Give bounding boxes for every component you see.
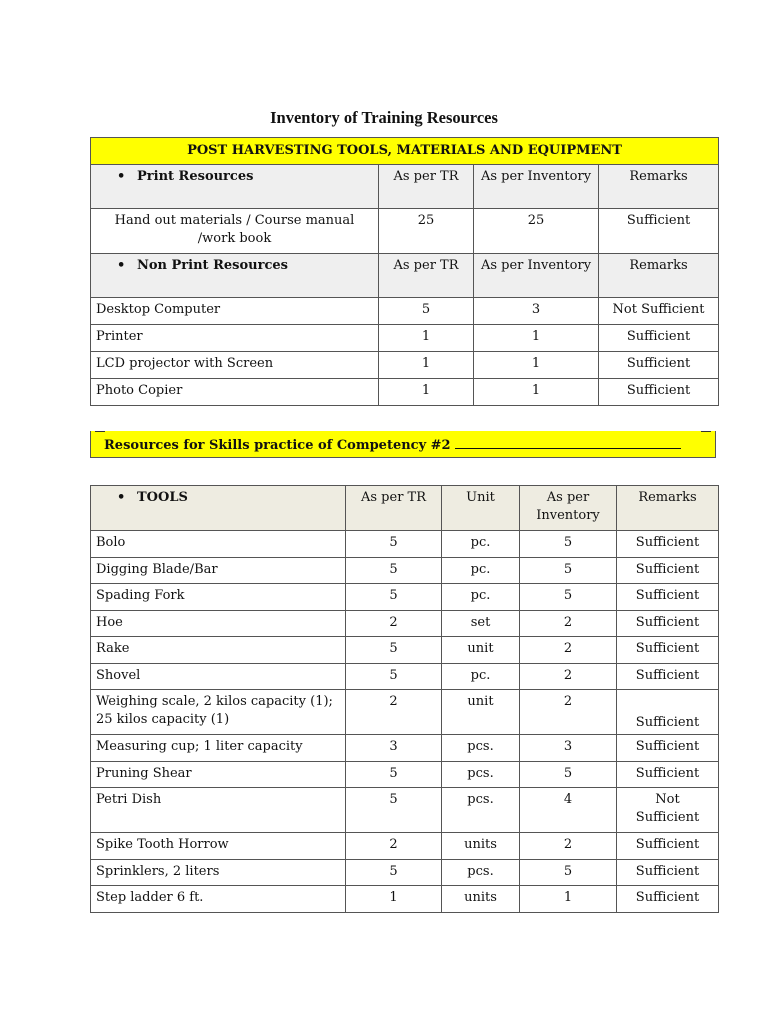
inventory-cell: 2 bbox=[520, 610, 617, 637]
tools-label bbox=[91, 486, 346, 531]
post-harvesting-banner: POST HARVESTING TOOLS, MATERIALS AND EQUIPMENT bbox=[91, 138, 719, 165]
tr-cell: 5 bbox=[346, 788, 442, 833]
banner-tab-line bbox=[95, 431, 105, 432]
unit-cell: pcs. bbox=[442, 859, 520, 886]
inventory-cell: 1 bbox=[474, 379, 599, 406]
page-title: Inventory of Training Resources bbox=[270, 108, 498, 127]
item-cell: Step ladder 6 ft. bbox=[91, 886, 346, 913]
remarks-cell: Sufficient bbox=[599, 325, 719, 352]
remarks-cell: Sufficient bbox=[617, 663, 719, 690]
inventory-cell: 2 bbox=[520, 637, 617, 664]
bullet-icon: • bbox=[117, 169, 126, 184]
unit-cell: pcs. bbox=[442, 788, 520, 833]
nonprint-row bbox=[91, 325, 719, 352]
item-cell: Weighing scale, 2 kilos capacity (1); 25 kilos capacity (1) bbox=[91, 690, 346, 735]
banner-tab-line bbox=[701, 431, 711, 432]
inventory-cell: 1 bbox=[520, 886, 617, 913]
item-cell: Sprinklers, 2 liters bbox=[91, 859, 346, 886]
tr-cell: 2 bbox=[346, 833, 442, 860]
tr-cell: 5 bbox=[346, 637, 442, 664]
tr-cell: 5 bbox=[346, 557, 442, 584]
header-as-per-inventory: As per Inventory bbox=[520, 486, 617, 531]
unit-cell: pc. bbox=[442, 557, 520, 584]
table-row bbox=[91, 690, 719, 735]
inventory-cell: 1 bbox=[474, 325, 599, 352]
remarks-cell: Sufficient bbox=[617, 557, 719, 584]
item-cell: Rake bbox=[91, 637, 346, 664]
item-cell: Desktop Computer bbox=[91, 298, 379, 325]
unit-cell: pcs. bbox=[442, 735, 520, 762]
nonprint-row bbox=[91, 352, 719, 379]
table-row bbox=[91, 833, 719, 860]
remarks-cell: Sufficient bbox=[617, 761, 719, 788]
inventory-cell: 3 bbox=[520, 735, 617, 762]
remarks-cell: Sufficient bbox=[617, 690, 719, 735]
inventory-cell: 4 bbox=[520, 788, 617, 833]
nonprint-row bbox=[91, 298, 719, 325]
item-cell: Hand out materials / Course manual /work book bbox=[91, 209, 379, 254]
item-cell: Shovel bbox=[91, 663, 346, 690]
remarks-cell: Sufficient bbox=[617, 859, 719, 886]
inventory-cell: 5 bbox=[520, 531, 617, 558]
remarks-cell: Sufficient bbox=[599, 379, 719, 406]
remarks-cell: Sufficient bbox=[617, 584, 719, 611]
inventory-cell: 2 bbox=[520, 663, 617, 690]
item-cell: Measuring cup; 1 liter capacity bbox=[91, 735, 346, 762]
nonprint-row bbox=[91, 379, 719, 406]
tr-cell: 1 bbox=[379, 325, 474, 352]
table-row bbox=[91, 557, 719, 584]
tr-cell: 5 bbox=[346, 761, 442, 788]
tools-body bbox=[91, 531, 719, 913]
table-row bbox=[91, 637, 719, 664]
tr-cell: 3 bbox=[346, 735, 442, 762]
item-cell: Petri Dish bbox=[91, 788, 346, 833]
item-cell: Bolo bbox=[91, 531, 346, 558]
tr-cell: 25 bbox=[379, 209, 474, 254]
remarks-cell: Sufficient bbox=[617, 833, 719, 860]
header-as-per-tr: As per TR bbox=[379, 254, 474, 298]
inventory-cell: 1 bbox=[474, 352, 599, 379]
tr-cell: 5 bbox=[346, 859, 442, 886]
table-row bbox=[91, 610, 719, 637]
tr-cell: 5 bbox=[346, 584, 442, 611]
remarks-cell: Sufficient bbox=[599, 352, 719, 379]
table-row bbox=[91, 584, 719, 611]
competency-banner bbox=[90, 431, 716, 458]
competency-banner-text: Resources for Skills practice of Competency #2 bbox=[104, 438, 451, 453]
bullet-icon: • bbox=[117, 258, 126, 273]
print-resources-label-text: Print Resources bbox=[137, 169, 254, 184]
header-remarks: Remarks bbox=[599, 254, 719, 298]
table-row bbox=[91, 886, 719, 913]
tr-cell: 2 bbox=[346, 610, 442, 637]
remarks-cell: Not Sufficient bbox=[617, 788, 719, 833]
table-row bbox=[91, 859, 719, 886]
unit-cell: pc. bbox=[442, 531, 520, 558]
print-resources-label bbox=[91, 165, 379, 209]
header-as-per-tr: As per TR bbox=[346, 486, 442, 531]
inventory-cell: 2 bbox=[520, 833, 617, 860]
unit-cell: unit bbox=[442, 690, 520, 735]
unit-cell: pc. bbox=[442, 663, 520, 690]
item-cell: Pruning Shear bbox=[91, 761, 346, 788]
tr-cell: 1 bbox=[346, 886, 442, 913]
print-row bbox=[91, 209, 719, 254]
bullet-icon: • bbox=[117, 490, 126, 505]
remarks-cell: Sufficient bbox=[617, 886, 719, 913]
remarks-cell: Sufficient bbox=[599, 209, 719, 254]
unit-cell: pc. bbox=[442, 584, 520, 611]
nonprint-resources-header-row bbox=[91, 254, 719, 298]
header-remarks: Remarks bbox=[599, 165, 719, 209]
tr-cell: 1 bbox=[379, 379, 474, 406]
post-harvesting-table bbox=[90, 137, 719, 406]
inventory-cell: 25 bbox=[474, 209, 599, 254]
unit-cell: set bbox=[442, 610, 520, 637]
unit-cell: pcs. bbox=[442, 761, 520, 788]
inventory-cell: 2 bbox=[520, 690, 617, 735]
table-row bbox=[91, 663, 719, 690]
nonprint-resources-label bbox=[91, 254, 379, 298]
unit-cell: units bbox=[442, 886, 520, 913]
post-harvesting-banner-row bbox=[91, 138, 719, 165]
header-as-per-inventory: As per Inventory bbox=[474, 165, 599, 209]
tools-header-row bbox=[91, 486, 719, 531]
header-remarks: Remarks bbox=[617, 486, 719, 531]
remarks-cell: Sufficient bbox=[617, 531, 719, 558]
unit-cell: unit bbox=[442, 637, 520, 664]
unit-cell: units bbox=[442, 833, 520, 860]
inventory-cell: 5 bbox=[520, 584, 617, 611]
tr-cell: 5 bbox=[379, 298, 474, 325]
print-resources-header-row bbox=[91, 165, 719, 209]
remarks-cell: Sufficient bbox=[617, 610, 719, 637]
item-cell: Hoe bbox=[91, 610, 346, 637]
inventory-cell: 3 bbox=[474, 298, 599, 325]
inventory-cell: 5 bbox=[520, 761, 617, 788]
remarks-cell: Sufficient bbox=[617, 637, 719, 664]
item-cell: Digging Blade/Bar bbox=[91, 557, 346, 584]
tr-cell: 5 bbox=[346, 531, 442, 558]
nonprint-resources-label-text: Non Print Resources bbox=[137, 258, 288, 273]
competency-banner-text-wrap bbox=[104, 435, 681, 453]
item-cell: Spike Tooth Horrow bbox=[91, 833, 346, 860]
header-unit: Unit bbox=[442, 486, 520, 531]
item-cell: Spading Fork bbox=[91, 584, 346, 611]
inventory-cell: 5 bbox=[520, 859, 617, 886]
item-cell: Photo Copier bbox=[91, 379, 379, 406]
remarks-cell: Sufficient bbox=[617, 735, 719, 762]
tr-cell: 1 bbox=[379, 352, 474, 379]
remarks-cell: Not Sufficient bbox=[599, 298, 719, 325]
tools-label-text: TOOLS bbox=[137, 490, 188, 505]
item-cell: Printer bbox=[91, 325, 379, 352]
tr-cell: 2 bbox=[346, 690, 442, 735]
table-row bbox=[91, 788, 719, 833]
header-as-per-inventory: As per Inventory bbox=[474, 254, 599, 298]
tools-table bbox=[90, 485, 719, 913]
table-row bbox=[91, 735, 719, 762]
item-cell: LCD projector with Screen bbox=[91, 352, 379, 379]
inventory-cell: 5 bbox=[520, 557, 617, 584]
tr-cell: 5 bbox=[346, 663, 442, 690]
table-row bbox=[91, 761, 719, 788]
table-row bbox=[91, 531, 719, 558]
fill-in-blank-line bbox=[455, 435, 681, 449]
header-as-per-tr: As per TR bbox=[379, 165, 474, 209]
